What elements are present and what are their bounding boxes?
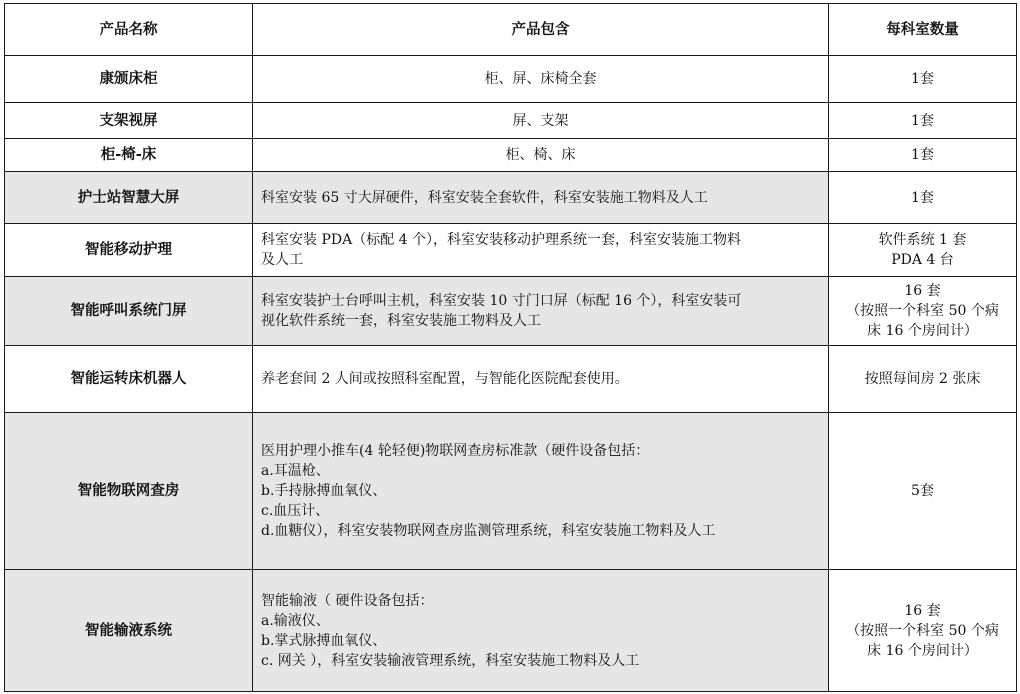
quantity-line: 按照每间房 2 张床 xyxy=(864,371,981,387)
row-product-name: 柜-椅-床 xyxy=(5,139,253,172)
quantity-line: 软件系统 1 套 xyxy=(878,232,967,248)
row-quantity xyxy=(829,277,1017,346)
row-product-content xyxy=(253,139,829,172)
row-quantity xyxy=(829,413,1017,570)
row-product-content xyxy=(253,413,829,570)
quantity-line: （按照一个科室 50 个病 xyxy=(846,303,999,319)
content-line: a.耳温枪、 xyxy=(261,463,330,479)
quantity-line: 16 套 xyxy=(904,602,941,619)
quantity-line: 床 16 个房间计） xyxy=(867,642,978,659)
table-row xyxy=(5,56,1017,103)
quantity-line: 床 16 个房间计） xyxy=(867,323,978,339)
row-product-content xyxy=(253,224,829,277)
table-row xyxy=(5,224,1017,277)
table-header-row xyxy=(5,4,1017,56)
row-product-name: 支架视屏 xyxy=(5,103,253,139)
content-line: 医用护理小推车(4 轮轻便)物联网查房标准款（硬件设备包括： xyxy=(261,443,650,459)
content-line: 柜、椅、床 xyxy=(505,147,576,163)
quantity-line: PDA 4 台 xyxy=(891,252,954,268)
row-quantity xyxy=(829,172,1017,224)
content-line: a.输液仪、 xyxy=(261,612,330,629)
quantity-line: 1套 xyxy=(911,147,934,163)
row-product-content xyxy=(253,346,829,413)
row-product-content xyxy=(253,56,829,103)
header-product-name: 产品名称 xyxy=(5,4,253,56)
content-line: 视化软件系统一套，科室安装施工物料及人工 xyxy=(261,313,541,329)
row-product-content xyxy=(253,277,829,346)
row-quantity xyxy=(829,346,1017,413)
content-line: c.血压计、 xyxy=(261,503,330,519)
table-row xyxy=(5,172,1017,224)
row-quantity xyxy=(829,103,1017,139)
table-row xyxy=(5,570,1017,692)
table-row xyxy=(5,277,1017,346)
content-line: 屏、支架 xyxy=(512,112,569,129)
content-line: 养老套间 2 人间或按照科室配置，与智能化医院配套使用。 xyxy=(261,371,629,387)
row-product-name: 智能运转床机器人 xyxy=(5,346,253,413)
row-product-name: 智能物联网查房 xyxy=(5,413,253,570)
row-quantity xyxy=(829,56,1017,103)
product-spec-table xyxy=(4,3,1017,692)
row-product-name: 智能输液系统 xyxy=(5,570,253,692)
quantity-line: 1套 xyxy=(911,71,934,87)
row-quantity xyxy=(829,139,1017,172)
table-row xyxy=(5,346,1017,413)
row-product-name: 护士站智慧大屏 xyxy=(5,172,253,224)
quantity-line: 1套 xyxy=(911,189,934,206)
table-row xyxy=(5,139,1017,172)
row-product-content xyxy=(253,103,829,139)
quantity-line: （按照一个科室 50 个病 xyxy=(846,622,999,639)
quantity-line: 16 套 xyxy=(904,283,941,299)
table-row xyxy=(5,413,1017,570)
row-product-content xyxy=(253,570,829,692)
content-line: d.血糖仪），科室安装物联网查房监测管理系统，科室安装施工物料及人工 xyxy=(261,523,716,539)
content-line: 及人工 xyxy=(261,252,303,268)
row-product-name: 智能移动护理 xyxy=(5,224,253,277)
content-line: 科室安装 65 寸大屏硬件，科室安装全套软件，科室安装施工物料及人工 xyxy=(261,189,708,206)
content-line: 科室安装护士台呼叫主机，科室安装 10 寸门口屏（标配 16 个），科室安装可 xyxy=(261,293,742,309)
row-quantity xyxy=(829,570,1017,692)
row-quantity xyxy=(829,224,1017,277)
content-line: b.掌式脉搏血氧仪、 xyxy=(261,632,387,649)
row-product-name: 康颁床柜 xyxy=(5,56,253,103)
header-quantity-per-dept: 每科室数量 xyxy=(829,4,1017,56)
table-row xyxy=(5,103,1017,139)
row-product-content xyxy=(253,172,829,224)
content-line: c. 网关 ），科室安装输液管理系统，科室安装施工物料及人工 xyxy=(261,652,640,669)
content-line: 智能输液（ 硬件设备包括： xyxy=(261,592,434,609)
header-product-content: 产品包含 xyxy=(253,4,829,56)
quantity-line: 1套 xyxy=(911,112,934,129)
row-product-name: 智能呼叫系统门屏 xyxy=(5,277,253,346)
quantity-line: 5套 xyxy=(911,483,934,499)
content-line: 科室安装 PDA（标配 4 个），科室安装移动护理系统一套，科室安装施工物料 xyxy=(261,232,742,248)
content-line: 柜、屏、床椅全套 xyxy=(484,71,597,87)
content-line: b.手持脉搏血氧仪、 xyxy=(261,483,387,499)
